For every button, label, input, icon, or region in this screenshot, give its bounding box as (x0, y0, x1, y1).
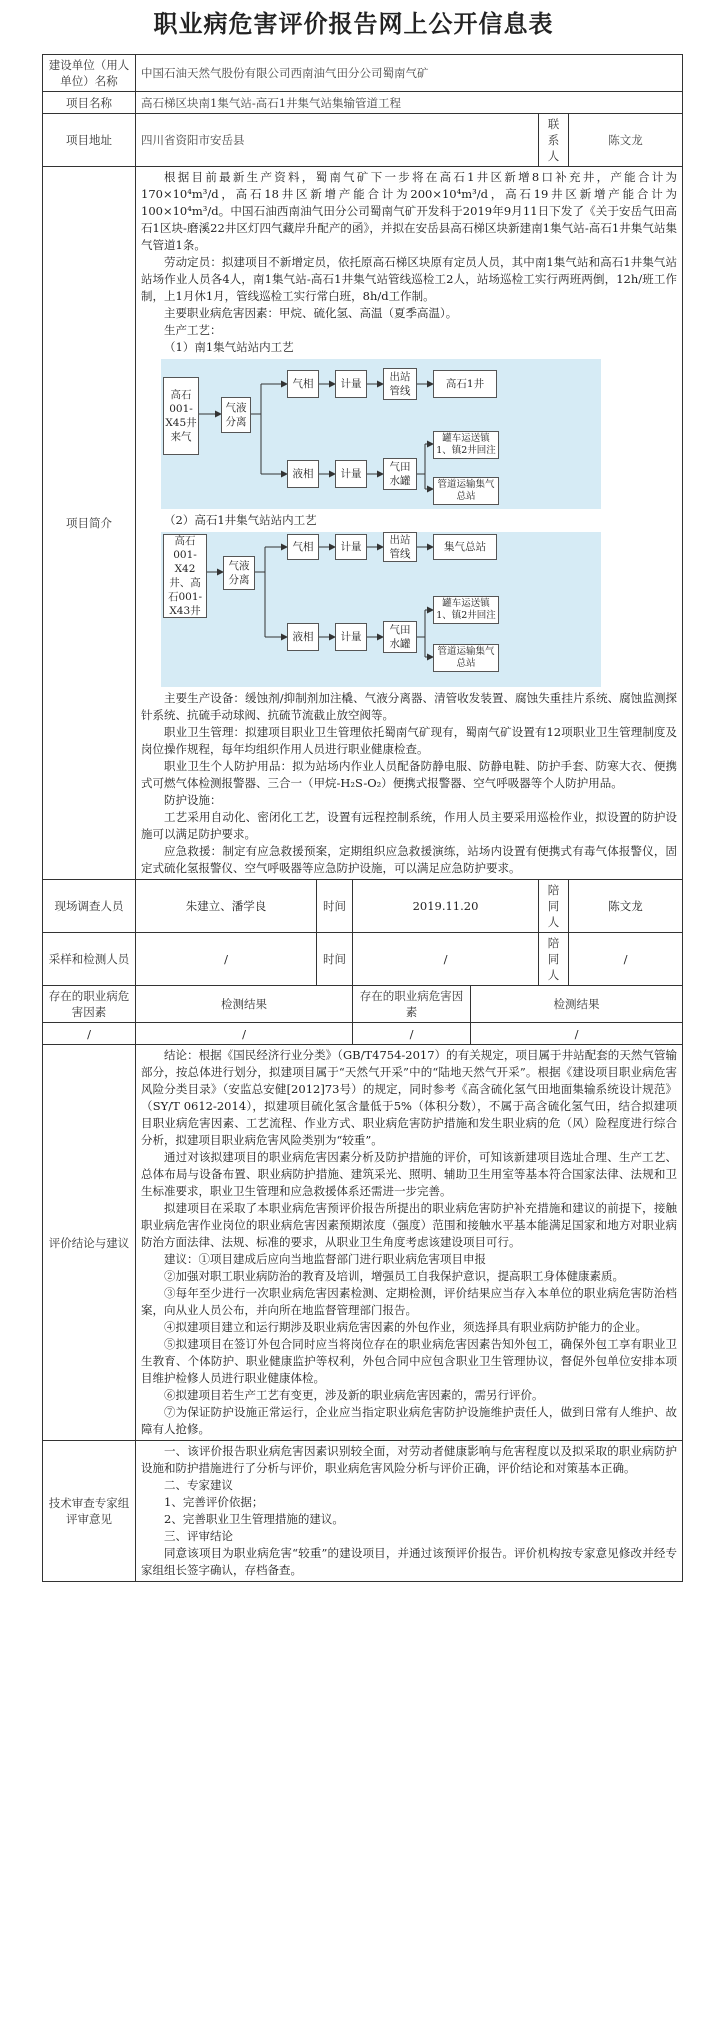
intro-paragraph: 生产工艺： (164, 323, 222, 337)
detection-factor-header: 存在的职业病危害因素 (43, 986, 136, 1023)
intro-paragraph: 防护设施： (164, 793, 222, 807)
flow1-tanker-box: 罐车运送镇1、镇2井回注 (433, 431, 499, 459)
flow2-water-tank-box: 气田水罐 (383, 621, 417, 653)
contact-value: 陈文龙 (569, 114, 683, 167)
flow2-gas-box: 气相 (287, 534, 319, 560)
detection-cell: / (471, 1023, 683, 1045)
flow1-metering-top-box: 计量 (335, 370, 367, 398)
flow1-liquid-box: 液相 (287, 460, 319, 488)
flow1-gas-box: 气相 (287, 370, 319, 398)
flow1-pipeline-box: 管道运输集气总站 (433, 477, 499, 505)
flow1-outbound-box: 出站管线 (383, 368, 417, 400)
contact-label: 联系人 (539, 114, 569, 167)
conclusion-content (136, 1045, 683, 1441)
intro-content (136, 167, 683, 880)
intro-paragraph: 根据目前最新生产资料，蜀南气矿下一步将在高石1井区新增8口补充井，产能合计为170×10⁴m³/d，高石18井区新增产能合计为200×10⁴m³/d，高石19井区新增产能合计为100×10⁴m³/d。中国石油西南油气田分公司蜀南气矿开发科于2019年9月11日下发了《关于安岳气田高石1区块-磨溪22井区灯四气藏岸升配产的函》，并拟在安岳县高石梯区块新建南1集气站-高石1井集气站集气管道1条。 (141, 170, 678, 252)
survey-staff-label: 现场调查人员 (43, 880, 136, 933)
expert-paragraph: 二、专家建议 (164, 1478, 233, 1492)
address-value: 四川省资阳市安岳县 (136, 114, 539, 167)
sampling-time-label: 时间 (317, 933, 353, 986)
flow2-dest-box: 集气总站 (433, 534, 497, 560)
flow1-arrows (161, 359, 601, 509)
detection-cell: / (353, 1023, 471, 1045)
conclusion-paragraph: ③每年至少进行一次职业病危害因素检测、定期检测，评价结果应当存入本单位的职业病危害防治档案，向从业人员公布，并向所在地监督管理部门报告。 (141, 1286, 678, 1317)
flow1-title: （1）南1集气站站内工艺 (164, 340, 294, 354)
expert-paragraph: 1、完善评价依据； (164, 1495, 264, 1509)
conclusion-label: 评价结论与建议 (43, 1045, 136, 1441)
survey-staff-value: 朱建立、潘学良 (136, 880, 317, 933)
intro-paragraph: 劳动定员：拟建项目不新增定员，依托原高石梯区块原有定员人员，其中南1集气站和高石1井集气站站场作业人员各4人，南1集气站-高石1井集气站管线巡检工2人，站场巡检工实行两班两倒，12h/班工作制，上1月休1月，管线巡检工实行常白班，8h/d工作制。 (141, 255, 678, 303)
address-label: 项目地址 (43, 114, 136, 167)
survey-accompany-label: 陪同人 (539, 880, 569, 933)
expert-label: 技术审查专家组评审意见 (43, 1441, 136, 1582)
project-label: 项目名称 (43, 92, 136, 114)
conclusion-paragraph: 建议：①项目建成后应向当地监督部门进行职业病危害项目申报 (164, 1252, 486, 1266)
flow2-pipeline-box: 管道运输集气总站 (433, 644, 499, 672)
flow2-liquid-box: 液相 (287, 623, 319, 651)
conclusion-paragraph: ④拟建项目建立和运行期涉及职业病危害因素的外包作业，须选择具有职业病防护能力的企业。 (164, 1320, 647, 1334)
flow2-title: （2）高石1井集气站站内工艺 (164, 513, 317, 527)
intro-label: 项目简介 (43, 167, 136, 880)
flow2-metering-bottom-box: 计量 (335, 623, 367, 651)
flow1-dest-box: 高石1井 (433, 370, 497, 398)
sampling-accompany-label: 陪同人 (539, 933, 569, 986)
flow2-separator-box: 气液分离 (223, 556, 255, 590)
survey-time-value: 2019.11.20 (353, 880, 539, 933)
intro-paragraph: 应急救援：制定有应急救援预案，定期组织应急救援演练，站场内设置有便携式有毒气体报警仪，固定式硫化氢报警仪、空气呼吸器等应急防护设施，可以满足应急防护要求。 (141, 844, 678, 875)
flow2-tanker-box: 罐车运送镇1、镇2井回注 (433, 596, 499, 624)
expert-paragraph: 一、该评价报告职业病危害因素识别较全面，对劳动者健康影响与危害程度以及拟采取的职业病防护设施和防护措施进行了分析与评价，职业病危害风险分析与评价正确，评价结论和对策基本正确。 (141, 1444, 678, 1475)
survey-accompany-value: 陈文龙 (569, 880, 683, 933)
unit-value: 中国石油天然气股份有限公司西南油气田分公司蜀南气矿 (136, 55, 683, 92)
detection-result-header-2: 检测结果 (471, 986, 683, 1023)
flow1-source-box: 高石001-X45井来气 (163, 377, 199, 455)
flow-diagram-2 (161, 532, 601, 687)
info-table (42, 54, 683, 1582)
intro-paragraph: 主要生产设备：缓蚀剂/抑制剂加注橇、气液分离器、清管收发装置、腐蚀失重挂片系统、腐蚀监测探针系统、抗硫手动球阀、抗硫节流截止放空阀等。 (141, 691, 678, 722)
detection-factor-header-2: 存在的职业病危害因素 (353, 986, 471, 1023)
flow1-water-tank-box: 气田水罐 (383, 458, 417, 490)
expert-content (136, 1441, 683, 1582)
unit-label: 建设单位（用人单位）名称 (43, 55, 136, 92)
expert-paragraph: 2、完善职业卫生管理措施的建议。 (164, 1512, 344, 1526)
conclusion-paragraph: ⑦为保证防护设施正常运行，企业应当指定职业病危害防护设施维护责任人，做到日常有人维护、故障有人抢修。 (141, 1405, 678, 1436)
page-title: 职业病危害评价报告网上公开信息表 (153, 10, 554, 38)
intro-paragraph: 职业卫生管理：拟建项目职业卫生管理依托蜀南气矿现有，蜀南气矿设置有12项职业卫生管理制度及岗位操作规程，每年均组织作用人员进行职业健康检查。 (141, 725, 678, 756)
project-value: 高石梯区块南1集气站-高石1井集气站集输管道工程 (136, 92, 683, 114)
detection-cell: / (43, 1023, 136, 1045)
flow2-metering-top-box: 计量 (335, 534, 367, 560)
sampling-time-value: / (353, 933, 539, 986)
detection-result-header: 检测结果 (136, 986, 353, 1023)
conclusion-paragraph: ⑥拟建项目若生产工艺有变更，涉及新的职业病危害因素的，需另行评价。 (164, 1388, 544, 1402)
intro-paragraph: 职业卫生个人防护用品：拟为站场内作业人员配备防静电服、防静电鞋、防护手套、防寒大衣、便携式可燃气体检测报警器、三合一（甲烷-H₂S-O₂）便携式报警器、空气呼吸器等个人防护用品。 (141, 759, 678, 790)
expert-paragraph: 同意该项目为职业病危害“较重”的建设项目，并通过该预评价报告。评价机构按专家意见修改并经专家组组长签字确认，存档备查。 (141, 1546, 678, 1577)
conclusion-paragraph: 拟建项目在采取了本职业病危害预评价报告所提出的职业病危害防护补充措施和建议的前提下，接触职业病危害作业岗位的职业病危害因素预期浓度（强度）范围和接触水平基本能满足国家和地方对职业病防治方面法律、法规、标准的要求，从职业卫生角度考虑该建设项目可行。 (141, 1201, 678, 1249)
sampling-accompany-value: / (569, 933, 683, 986)
sampling-staff-value: / (136, 933, 317, 986)
survey-time-label: 时间 (317, 880, 353, 933)
conclusion-paragraph: ⑤拟建项目在签订外包合同时应当将岗位存在的职业病危害因素告知外包工，确保外包工享有职业卫生教育、个体防护、职业健康监护等权利，外包合同中应包含职业卫生管理协议，督促外包单位安排本项目维护检修人员进行职业健康体检。 (141, 1337, 678, 1385)
intro-paragraph: 工艺采用自动化、密闭化工艺，设置有远程控制系统，作用人员主要采用巡检作业，拟设置的防护设施可以满足防护要求。 (141, 810, 678, 841)
sampling-staff-label: 采样和检测人员 (43, 933, 136, 986)
intro-paragraph: 主要职业病危害因素：甲烷、硫化氢、高温（夏季高温）。 (164, 306, 458, 320)
flow-diagram-1 (161, 359, 601, 509)
flow2-outbound-box: 出站管线 (383, 532, 417, 562)
conclusion-paragraph: 通过对该拟建项目的职业病危害因素分析及防护措施的评价，可知该新建项目选址合理、生产工艺、总体布局与设备布置、职业病防护措施、建筑采光、照明、辅助卫生用室等基本符合国家法律、法规和卫生标准要求，职业卫生管理和应急救援体系还需进一步完善。 (141, 1150, 678, 1198)
flow1-separator-box: 气液分离 (221, 397, 251, 433)
expert-paragraph: 三、评审结论 (164, 1529, 233, 1543)
conclusion-paragraph: 结论：根据《国民经济行业分类》（GB/T4754-2017）的有关规定，项目属于井站配套的天然气管输部分，按总体进行划分，拟建项目属于“天然气开采”中的“陆地天然气开采”。根据《建设项目职业病危害风险分类目录》（安监总安健[2012]73号）的规定，同时参考《高含硫化氢气田地面集输系统设计规范》（SY/T 0612-2014），拟建项目硫化氢含量低于5%（体积分数），不属于高含硫化氢气田，结合拟建项目职业病危害因素、工艺流程、作业方式、职业病危害防护措施和发生职业病的危（风）险程度进行综合分析，拟建项目职业病危害风险类别为“较重”。 (141, 1048, 678, 1147)
detection-cell: / (136, 1023, 353, 1045)
conclusion-paragraph: ②加强对职工职业病防治的教育及培训，增强员工自我保护意识，提高职工身体健康素质。 (164, 1269, 624, 1283)
flow2-source-box: 高石001-X42井、高石001-X43井 (163, 534, 207, 618)
flow1-metering-bottom-box: 计量 (335, 460, 367, 488)
